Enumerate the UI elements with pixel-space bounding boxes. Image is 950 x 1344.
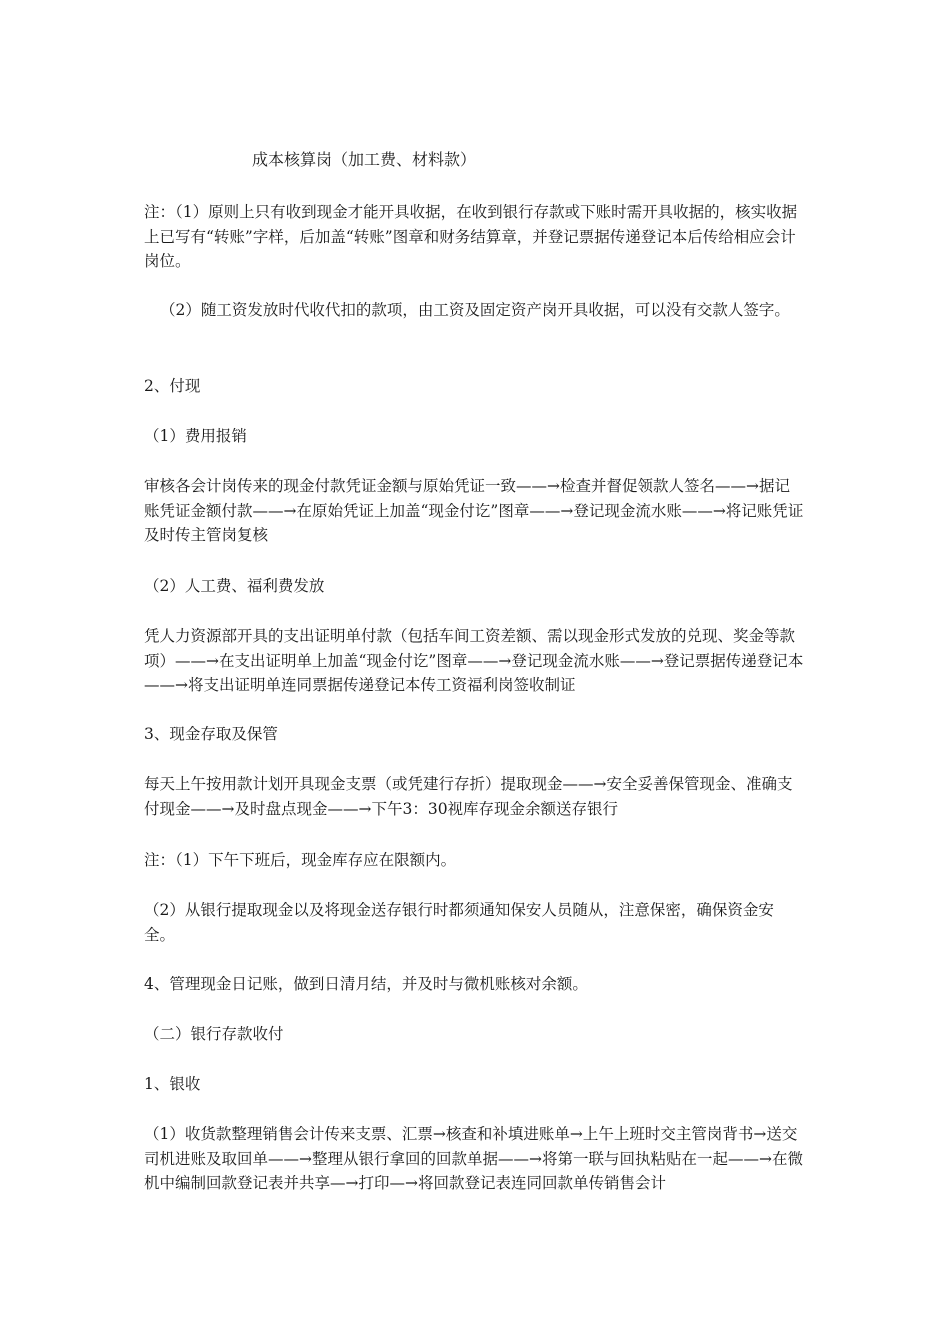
bank-receipts-paragraph: （1）收货款整理销售会计传来支票、汇票→核查和补填进账单→上午上班时交主管岗背书→送交司机进账及取回单——→整理从银行拿回的回款单据——→将第一联与回执粘贴在一起——→在微机中编制回款登记表并共享—→打印—→将回款登记表连同回款单传销售会计 <box>144 1125 803 1192</box>
subheading-expense-reimbursement: （1）费用报销 <box>144 427 247 445</box>
section-heading-cash-custody: 3、现金存取及保管 <box>144 725 278 743</box>
cash-journal-paragraph: 4、管理现金日记账，做到日清月结，并及时与微机账核对余额。 <box>144 975 588 993</box>
note-1-paragraph: 注：（1）原则上只有收到现金才能开具收据，在收到银行存款或下账时需开具收据的，核实收据上已写有“转账”字样，后加盖“转账”图章和财务结算章，并登记票据传递登记本后传给相应会计岗位。 <box>144 203 798 270</box>
subheading-bank-receipts: 1、银收 <box>144 1075 201 1093</box>
cash-note-1-paragraph: 注：（1）下午下班后，现金库存应在限额内。 <box>144 851 457 869</box>
cash-custody-paragraph: 每天上午按用款计划开具现金支票（或凭建行存折）提取现金——→安全妥善保管现金、准确支付现金——→及时盘点现金——→下午3：30视库存现金余额送存银行 <box>144 775 793 818</box>
labor-welfare-paragraph: 凭人力资源部开具的支出证明单付款（包括车间工资差额、需以现金形式发放的兑现、奖金等款项）——→在支出证明单上加盖“现金付讫”图章——→登记现金流水账——→登记票据传递登记本——→将支出证明单连同票据传递登记本传工资福利岗签收制证 <box>144 627 804 694</box>
expense-reimbursement-paragraph: 审核各会计岗传来的现金付款凭证金额与原始凭证一致——→检查并督促领款人签名——→据记账凭证金额付款——→在原始凭证上加盖“现金付讫”图章——→登记现金流水账——→将记账凭证及时传主管岗复核 <box>144 477 804 544</box>
section-heading-bank-deposits: （二）银行存款收付 <box>144 1025 284 1043</box>
document-title: 成本核算岗（加工费、材料款） <box>252 150 477 169</box>
cash-note-2-paragraph: （2）从银行提取现金以及将现金送存银行时都须通知保安人员随从，注意保密，确保资金安全。 <box>144 901 774 944</box>
section-heading-payment: 2、付现 <box>144 377 201 395</box>
subheading-labor-welfare: （2）人工费、福利费发放 <box>144 577 325 595</box>
note-2-paragraph: （2）随工资发放时代收代扣的款项，由工资及固定资产岗开具收据，可以没有交款人签字。 <box>160 301 790 319</box>
